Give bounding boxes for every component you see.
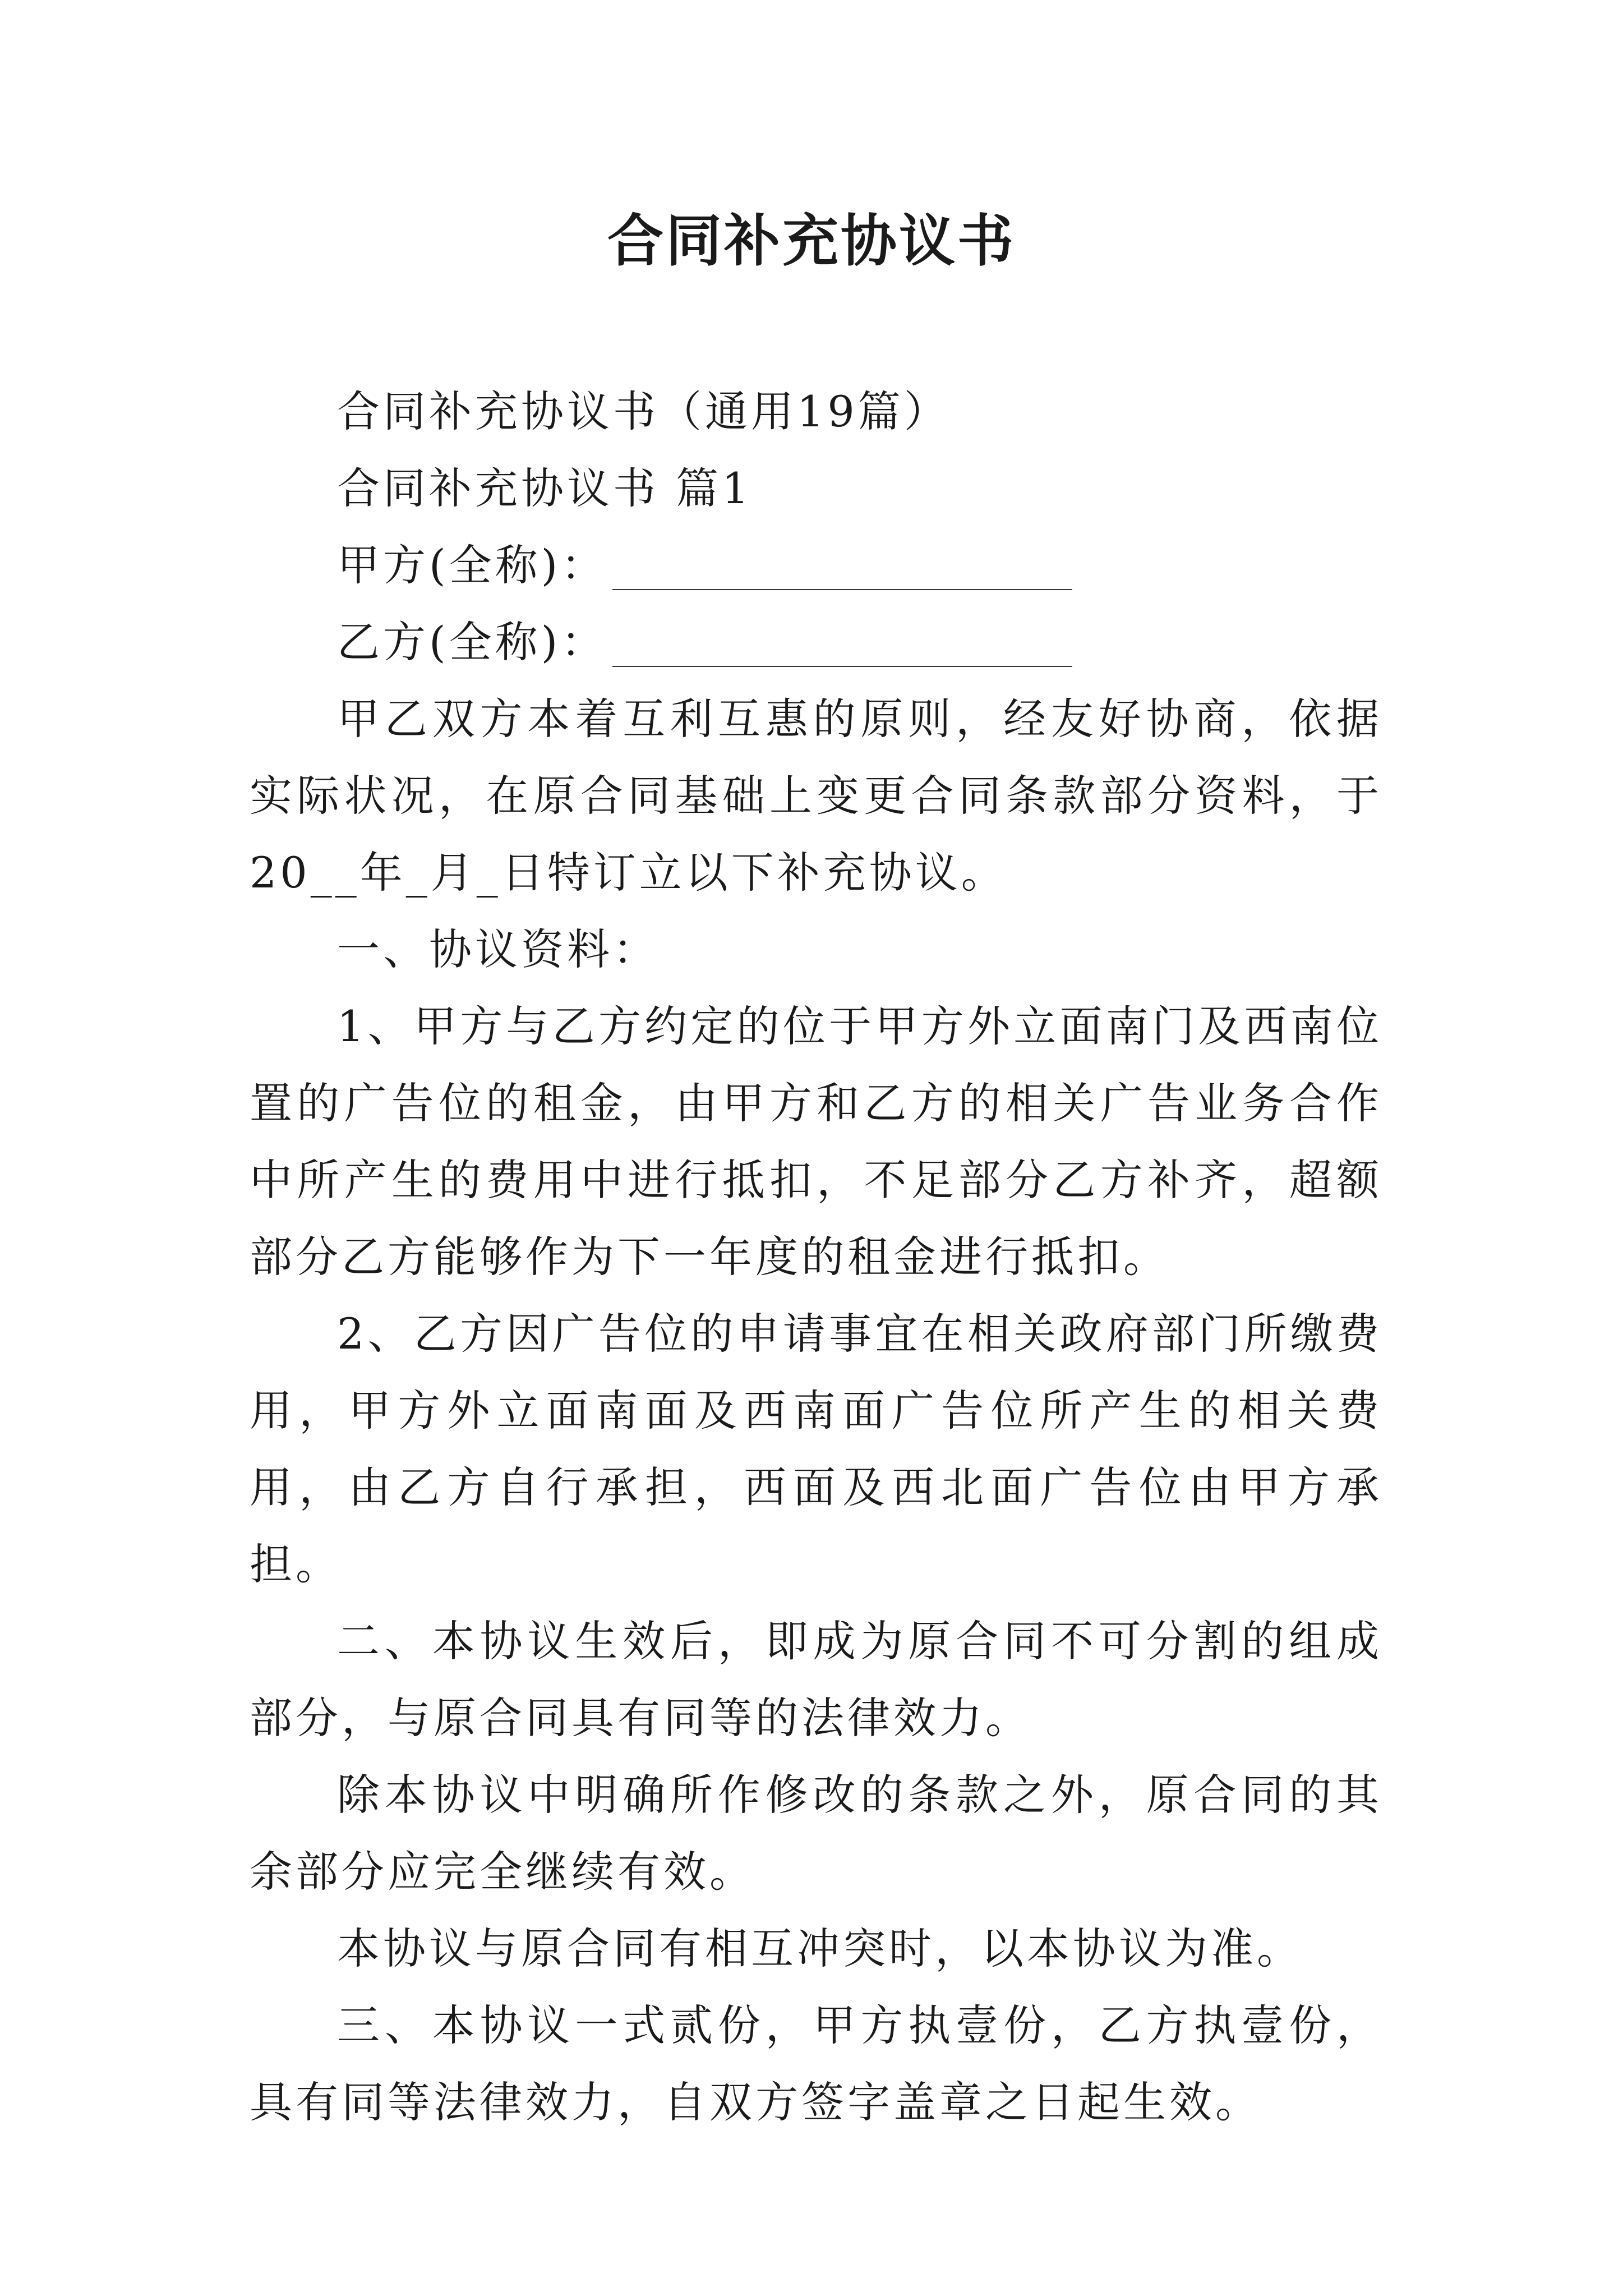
document-title: 合同补充协议书: [607, 208, 1016, 274]
party-a-label: 甲方(全称)：: [337, 540, 607, 590]
part-heading: 合同补充协议书 篇1: [337, 463, 753, 513]
section-two-paragraph: 二、本协议生效后，即成为原合同不可分割的组成部分，与原合同具有同等的法律效力。: [250, 1616, 1382, 1743]
item-two-paragraph: 2、乙方因广告位的申请事宜在相关政府部门所缴费用，甲方外立面南面及西南面广告位所产生的相关费用，由乙方自行承担，西面及西北面广告位由甲方承担。: [250, 1309, 1382, 1589]
document-subtitle: 合同补充协议书（通用19篇）: [337, 386, 950, 436]
document-body: [250, 373, 1382, 2141]
party-a-line: [250, 527, 1382, 604]
clause-b-paragraph: 本协议与原合同有相互冲突时，以本协议为准。: [337, 1924, 1303, 1973]
party-b-line: [250, 604, 1382, 680]
party-a-blank: [612, 544, 1072, 590]
section-three-paragraph: 三、本协议一式贰份，甲方执壹份，乙方执壹份，具有同等法律效力，自双方签字盖章之日起生效。: [250, 2000, 1382, 2127]
section-one-heading: 一、协议资料：: [337, 924, 659, 974]
party-b-blank: [612, 621, 1072, 667]
clause-a-paragraph: 除本协议中明确所作修改的条款之外，原合同的其余部分应完全继续有效。: [250, 1770, 1382, 1897]
item-one-paragraph: 1、甲方与乙方约定的位于甲方外立面南门及西南位置的广告位的租金，由甲方和乙方的相关广告业务合作中所产生的费用中进行抵扣，不足部分乙方补齐，超额部分乙方能够作为下一年度的租金进行抵扣。: [250, 1001, 1382, 1282]
party-b-label: 乙方(全称)：: [337, 617, 607, 667]
intro-paragraph: 甲乙双方本着互利互惠的原则，经友好协商，依据实际状况，在原合同基础上变更合同条款部分资料，于20__年_月_日特订立以下补充协议。: [250, 694, 1382, 898]
